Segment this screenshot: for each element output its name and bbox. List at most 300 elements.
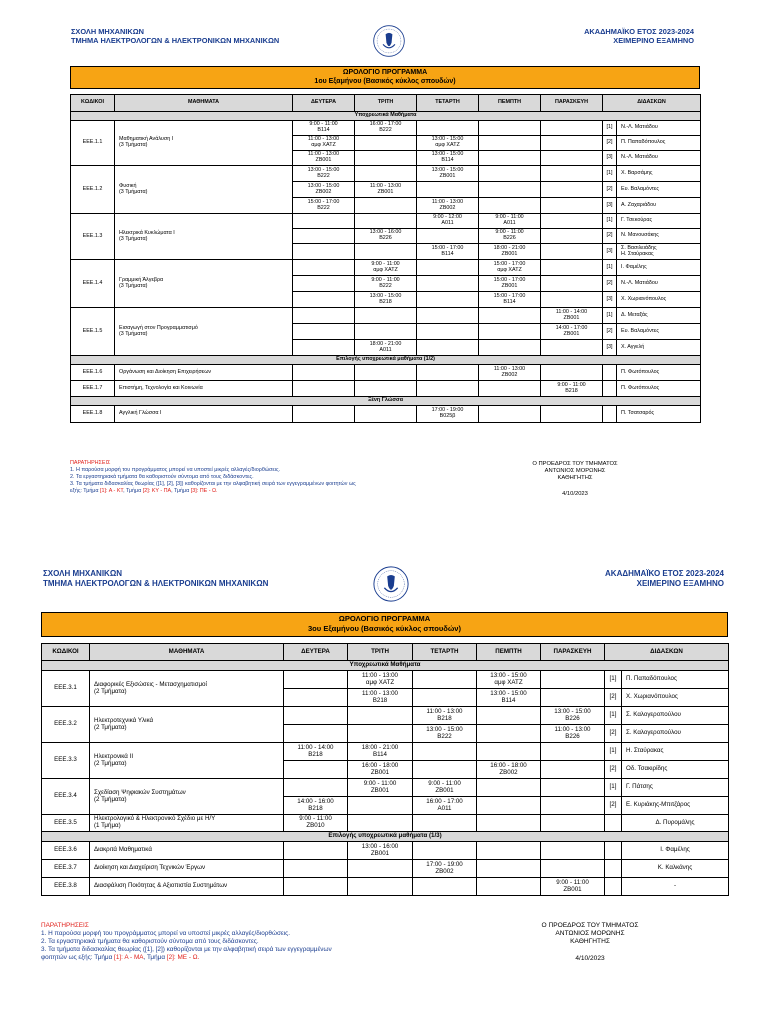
table-cell bbox=[541, 689, 605, 707]
table-cell bbox=[413, 743, 477, 761]
table-cell bbox=[293, 276, 355, 292]
table-cell bbox=[284, 779, 348, 797]
course-code: ΕΕΕ.3.3 bbox=[42, 743, 90, 779]
slot: 9:00 - 11:00 ΖΒ001 bbox=[413, 779, 477, 797]
table-cell bbox=[284, 761, 348, 779]
instructor: Π. Φωτόπουλος bbox=[617, 365, 701, 381]
table-cell bbox=[541, 182, 603, 198]
group-label: [1] bbox=[605, 743, 622, 761]
table-cell bbox=[477, 878, 541, 896]
group-label: [1] bbox=[605, 707, 622, 725]
group-label: [1] bbox=[603, 260, 617, 276]
col-codes: ΚΩΔΙΚΟΙ bbox=[71, 95, 115, 112]
table-cell bbox=[479, 151, 541, 166]
note-3-groups: εξής: Τμήμα [1]: Α - ΚΤ, Τμήμα [2]: ΚΥ - ΠΑ, Τμήμα [3]: ΠΕ - Ω. bbox=[70, 488, 218, 494]
instructor: Χ. Χωριανόπουλος bbox=[622, 689, 729, 707]
table-cell bbox=[541, 797, 605, 815]
table-cell bbox=[541, 815, 605, 832]
group-label: [3] bbox=[603, 340, 617, 356]
instructor: Η. Σταύρακας bbox=[622, 743, 729, 761]
group-label: [1] bbox=[603, 166, 617, 182]
table-cell bbox=[348, 707, 413, 725]
slot: 11:00 - 14:00 Β218 bbox=[284, 743, 348, 761]
table-cell bbox=[293, 381, 355, 397]
schedule-banner bbox=[70, 66, 700, 89]
slot: 15:00 - 17:00 Β222 bbox=[293, 198, 355, 214]
slot: 11:00 - 13:00 ΖΒ001 bbox=[293, 151, 355, 166]
table-cell bbox=[355, 198, 417, 214]
group-label: [2] bbox=[603, 229, 617, 244]
table-cell bbox=[413, 815, 477, 832]
course-name: Διοίκηση και Διαχείριση Τεχνικών Έργων bbox=[90, 860, 284, 878]
course-code: ΕΕΕ.3.6 bbox=[42, 842, 90, 860]
table-cell bbox=[603, 406, 617, 423]
table-row bbox=[71, 260, 701, 276]
table-cell bbox=[417, 276, 479, 292]
slot: 13:00 - 15:00 Β114 bbox=[417, 151, 479, 166]
slot: 15:00 - 17:00 Β114 bbox=[479, 292, 541, 308]
table-row bbox=[42, 878, 729, 896]
table-cell bbox=[413, 671, 477, 689]
table-cell bbox=[355, 214, 417, 229]
date: 4/10/2023 bbox=[562, 491, 588, 497]
group-label: [2] bbox=[605, 725, 622, 743]
instructor: Χ. Βαρσάμης bbox=[617, 166, 701, 182]
table-cell bbox=[284, 707, 348, 725]
table-cell bbox=[477, 707, 541, 725]
slot: 18:00 - 21:00 ΖΒ001 bbox=[479, 244, 541, 260]
table-cell bbox=[348, 878, 413, 896]
table-cell bbox=[479, 136, 541, 151]
table-cell bbox=[348, 725, 413, 743]
slot: 9:00 - 12:00 Α011 bbox=[417, 214, 479, 229]
table-cell bbox=[541, 842, 605, 860]
group-label: [2] bbox=[603, 276, 617, 292]
table-cell bbox=[541, 260, 603, 276]
table-cell bbox=[417, 260, 479, 276]
banner-subtitle: 1ου Εξαμήνου (Βασικός κύκλος σπουδών) bbox=[314, 78, 456, 85]
slot: 13:00 - 15:00 ΖΒ001 bbox=[417, 166, 479, 182]
table-cell bbox=[477, 779, 541, 797]
instructor: Κ. Καλκάνης bbox=[622, 860, 729, 878]
instructor: Ν.-Λ. Ματιάδου bbox=[617, 276, 701, 292]
course-name: Μαθηματική Ανάλυση Ι (3 Τμήματα) bbox=[115, 121, 293, 166]
table-cell bbox=[605, 878, 622, 896]
slot: 9:00 - 11:00 ΖΒ010 bbox=[284, 815, 348, 832]
table-cell bbox=[479, 166, 541, 182]
slot: 13:00 - 15:00 αμφ ΧΑΤΖ bbox=[477, 671, 541, 689]
semester-type: ΧΕΙΜΕΡΙΝΟ ΕΞΑΜΗΝΟ bbox=[613, 36, 694, 45]
course-code: ΕΕΕ.3.1 bbox=[42, 671, 90, 707]
table-cell bbox=[479, 198, 541, 214]
slot: 13:00 - 16:00 Β226 bbox=[355, 229, 417, 244]
course-name: Γραμμική Άλγεβρα (3 Τμήματα) bbox=[115, 260, 293, 308]
group-label: [2] bbox=[603, 182, 617, 198]
course-name: Επιστήμη, Τεχνολογία και Κοινωνία bbox=[115, 381, 293, 397]
course-name: Φυσική (3 Τμήματα) bbox=[115, 166, 293, 214]
note-3: 3. Τα τμήματα διδασκαλίας θεωρίας ([1], [2]) καθορίζονται με την αλφαβητική σειρά των εγγεγραμμένων bbox=[41, 946, 332, 953]
table-cell bbox=[541, 276, 603, 292]
department-name: ΤΜΗΜΑ ΗΛΕΚΤΡΟΛΟΓΩΝ & ΗΛΕΚΤΡΟΝΙΚΩΝ ΜΗΧΑΝΙΚΩΝ bbox=[71, 36, 280, 45]
table-cell bbox=[355, 381, 417, 397]
table-cell bbox=[284, 860, 348, 878]
department-name: ΤΜΗΜΑ ΗΛΕΚΤΡΟΛΟΓΩΝ & ΗΛΕΚΤΡΟΝΙΚΩΝ ΜΗΧΑΝΙΚΩΝ bbox=[43, 579, 269, 588]
instructor: Δ. Μεταξάς bbox=[617, 308, 701, 324]
course-name: Ηλεκτρολογικό & Ηλεκτρονικό Σχέδιο με Η/Υ (1 Τμήμα) bbox=[90, 815, 284, 832]
group-label: [1] bbox=[603, 214, 617, 229]
slot: 11:00 - 13:00 ΖΒ001 bbox=[355, 182, 417, 198]
table-cell bbox=[293, 324, 355, 340]
table-cell bbox=[605, 860, 622, 878]
slot: 11:00 - 13:00 ΖΒ002 bbox=[479, 365, 541, 381]
table-cell bbox=[541, 406, 603, 423]
note-3: 3. Τα τμήματα διδασκαλίας θεωρίας ([1], [2], [3]) καθορίζονται με την αλφαβητική σειρά των εγγεγραμμένων φοιτητών ως bbox=[70, 481, 356, 487]
col-wednesday: ΤΕΤΑΡΤΗ bbox=[417, 95, 479, 112]
col-instructors: ΔΙΔΑΣΚΩΝ bbox=[603, 95, 701, 112]
signature-block: Ο ΠΡΟΕΔΡΟΣ ΤΟΥ ΤΜΗΜΑΤΟΣ ΑΝΤΩΝΙΟΣ ΜΟΡΩΝΗΣ ΚΑΘΗΓΗΤΗΣ 4/10/2023 bbox=[515, 922, 665, 963]
table-cell bbox=[417, 365, 479, 381]
col-tuesday: ΤΡΙΤΗ bbox=[355, 95, 417, 112]
table-cell bbox=[293, 340, 355, 356]
col-monday: ΔΕΥΤΕΡΑ bbox=[293, 95, 355, 112]
banner-title: ΩΡΟΛΟΓΙΟ ΠΡΟΓΡΑΜΜΑ bbox=[342, 69, 428, 76]
table-cell bbox=[413, 761, 477, 779]
instructor: Ν. Μανουσάκης bbox=[617, 229, 701, 244]
col-courses: ΜΑΘΗΜΑΤΑ bbox=[90, 644, 284, 661]
instructor: Π. Παπαδόπουλος bbox=[617, 136, 701, 151]
course-name: Ηλεκτρονικά ΙΙ (2 Τμήματα) bbox=[90, 743, 284, 779]
table-cell bbox=[479, 308, 541, 324]
course-code: ΕΕΕ.1.5 bbox=[71, 308, 115, 356]
table-cell bbox=[479, 406, 541, 423]
table-cell bbox=[355, 406, 417, 423]
table-cell bbox=[284, 671, 348, 689]
slot: 13:00 - 15:00 Β222 bbox=[413, 725, 477, 743]
table-cell bbox=[541, 743, 605, 761]
col-friday: ΠΑΡΑΣΚΕΥΗ bbox=[541, 95, 603, 112]
group-label: [3] bbox=[603, 244, 617, 260]
col-monday: ΔΕΥΤΕΡΑ bbox=[284, 644, 348, 661]
col-tuesday: ΤΡΙΤΗ bbox=[348, 644, 413, 661]
slot: 15:00 - 17:00 ΖΒ001 bbox=[479, 276, 541, 292]
group-label: [1] bbox=[605, 671, 622, 689]
slot: 14:00 - 17:00 ΖΒ001 bbox=[541, 324, 603, 340]
slot: 13:00 - 16:00 ΖΒ001 bbox=[348, 842, 413, 860]
group-label: [2] bbox=[603, 136, 617, 151]
table-cell bbox=[603, 365, 617, 381]
group-label: [2] bbox=[605, 797, 622, 815]
section-language: Ξένη Γλώσσα bbox=[71, 397, 701, 406]
slot: 13:00 - 15:00 αμφ ΧΑΤΖ bbox=[417, 136, 479, 151]
course-code: ΕΕΕ.3.8 bbox=[42, 878, 90, 896]
header-right bbox=[605, 569, 724, 589]
instructor: Π. Παπαδόπουλος bbox=[622, 671, 729, 689]
col-friday: ΠΑΡΑΣΚΕΥΗ bbox=[541, 644, 605, 661]
table-cell bbox=[541, 779, 605, 797]
table-cell bbox=[355, 166, 417, 182]
course-code: ΕΕΕ.1.2 bbox=[71, 166, 115, 214]
table-row bbox=[71, 166, 701, 182]
group-label: [3] bbox=[603, 292, 617, 308]
slot: 11:00 - 13:00 Β218 bbox=[413, 707, 477, 725]
notes-title: ΠΑΡΑΤΗΡΗΣΕΙΣ bbox=[41, 922, 89, 929]
instructor: Ν.-Λ. Ματιάδου bbox=[617, 121, 701, 136]
instructor: Σ. Βασιλειάδης Η. Σταύρακας bbox=[617, 244, 701, 260]
table-cell bbox=[541, 151, 603, 166]
schedule-table-1 bbox=[70, 94, 701, 423]
table-cell bbox=[479, 121, 541, 136]
table-cell bbox=[541, 198, 603, 214]
table-cell bbox=[541, 340, 603, 356]
table-cell bbox=[293, 365, 355, 381]
table-cell bbox=[413, 878, 477, 896]
group-label: [3] bbox=[603, 198, 617, 214]
table-row bbox=[42, 707, 729, 725]
slot: 9:00 - 11:00 Β226 bbox=[479, 229, 541, 244]
table-cell bbox=[355, 324, 417, 340]
table-row bbox=[42, 743, 729, 761]
banner-subtitle: 3ου Εξαμήνου (Βασικός κύκλος σπουδών) bbox=[307, 624, 462, 633]
table-cell bbox=[477, 815, 541, 832]
course-code: ΕΕΕ.3.5 bbox=[42, 815, 90, 832]
signature-block: Ο ΠΡΟΕΔΡΟΣ ΤΟΥ ΤΜΗΜΑΤΟΣ ΑΝΤΩΝΙΟΣ ΜΟΡΩΝΗΣ ΚΑΘΗΓΗΤΗΣ 4/10/2023 bbox=[500, 461, 650, 498]
table-row bbox=[71, 214, 701, 229]
table-cell bbox=[284, 842, 348, 860]
slot: 13:00 - 15:00 Β218 bbox=[355, 292, 417, 308]
course-code: ΕΕΕ.1.6 bbox=[71, 365, 115, 381]
table-row bbox=[71, 121, 701, 136]
section-mandatory: Υποχρεωτικά Μαθήματα bbox=[71, 112, 701, 121]
instructor: Ι. Φαμέλης bbox=[617, 260, 701, 276]
slot: 11:00 - 13:00 Β218 bbox=[348, 689, 413, 707]
table-cell bbox=[541, 136, 603, 151]
table-cell bbox=[541, 229, 603, 244]
table-cell bbox=[477, 725, 541, 743]
table-cell bbox=[479, 340, 541, 356]
slot: 16:00 - 17:00 Α011 bbox=[413, 797, 477, 815]
date: 4/10/2023 bbox=[575, 955, 605, 962]
course-name: Διασφάλιση Ποιότητας & Αξιοπιστία Συστημάτων bbox=[90, 878, 284, 896]
table-cell bbox=[541, 121, 603, 136]
col-codes: ΚΩΔΙΚΟΙ bbox=[42, 644, 90, 661]
university-logo-icon bbox=[372, 565, 410, 603]
table-cell bbox=[477, 797, 541, 815]
instructor: Γ. Τσεκούρας bbox=[617, 214, 701, 229]
note-2: 2. Τα εργαστηριακά τμήματα θα καθοριστούν σύντομα από τους διδάσκοντες. bbox=[70, 474, 254, 480]
table-row bbox=[42, 779, 729, 797]
slot: 9:00 - 11:00 ΖΒ001 bbox=[541, 878, 605, 896]
course-name: Ηλεκτροτεχνικά Υλικά (2 Τμήματα) bbox=[90, 707, 284, 743]
schedule-table-2 bbox=[41, 643, 729, 896]
course-code: ΕΕΕ.1.8 bbox=[71, 406, 115, 423]
note-2: 2. Τα εργαστηριακά τμήματα θα καθοριστούν σύντομα από τους διδάσκοντες. bbox=[41, 938, 259, 945]
instructor: Οδ. Τσακιρίδης bbox=[622, 761, 729, 779]
instructor: Χ. Χωριανόπουλος bbox=[617, 292, 701, 308]
slot: 11:00 - 13:00 αμφ ΧΑΤΖ bbox=[293, 136, 355, 151]
note-1: 1. Η παρούσα μορφή του προγράμματος μπορεί να υποστεί μικρές αλλαγές/διορθώσεις. bbox=[41, 930, 291, 937]
instructor: Ν.-Λ. Ματιάδου bbox=[617, 151, 701, 166]
note-3-groups: φοιτητών ως εξής: Τμήμα [1]: Α - ΜΑ, Τμήμα [2]: ΜΕ - Ω. bbox=[41, 954, 200, 961]
table-cell bbox=[417, 324, 479, 340]
table-cell bbox=[417, 292, 479, 308]
course-name: Σχεδίαση Ψηφιακών Συστημάτων (2 Τμήματα) bbox=[90, 779, 284, 815]
instructor: - bbox=[622, 878, 729, 896]
course-name: Διαφορικές Εξισώσεις - Μετασχηματισμοί (2 Τμήματα) bbox=[90, 671, 284, 707]
slot: 14:00 - 16:00 Β218 bbox=[284, 797, 348, 815]
slot: 11:00 - 13:00 ΖΒ002 bbox=[417, 198, 479, 214]
instructor: Χ. Αγγελή bbox=[617, 340, 701, 356]
table-cell bbox=[355, 308, 417, 324]
table-cell bbox=[541, 860, 605, 878]
schedule-banner bbox=[41, 612, 728, 637]
slot: 17:00 - 19:00 Β025β bbox=[417, 406, 479, 423]
slot: 11:00 - 13:00 αμφ ΧΑΤΖ bbox=[348, 671, 413, 689]
table-cell bbox=[413, 689, 477, 707]
slot: 9:00 - 11:00 Β218 bbox=[541, 381, 603, 397]
table-cell bbox=[293, 406, 355, 423]
table-cell bbox=[293, 292, 355, 308]
table-cell bbox=[541, 292, 603, 308]
table-cell bbox=[355, 244, 417, 260]
course-name: Οργάνωση και Διοίκηση Επιχειρήσεων bbox=[115, 365, 293, 381]
course-name: Ηλεκτρικά Κυκλώματα Ι (3 Τμήματα) bbox=[115, 214, 293, 260]
course-code: ΕΕΕ.1.1 bbox=[71, 121, 115, 166]
table-row bbox=[71, 381, 701, 397]
slot: 16:00 - 18:00 ΖΒ001 bbox=[348, 761, 413, 779]
table-cell bbox=[355, 365, 417, 381]
table-cell bbox=[355, 136, 417, 151]
table-cell bbox=[479, 381, 541, 397]
header-left bbox=[43, 569, 268, 589]
instructor: Ι. Φαμέλης bbox=[622, 842, 729, 860]
col-wednesday: ΤΕΤΑΡΤΗ bbox=[413, 644, 477, 661]
group-label: [1] bbox=[603, 121, 617, 136]
course-code: ΕΕΕ.3.2 bbox=[42, 707, 90, 743]
table-cell bbox=[477, 860, 541, 878]
table-header-row bbox=[71, 95, 701, 112]
table-cell bbox=[541, 214, 603, 229]
instructor: Σ. Καλογεροπούλου bbox=[622, 725, 729, 743]
table-cell bbox=[413, 842, 477, 860]
table-cell bbox=[417, 121, 479, 136]
instructor: Γ. Πάτσης bbox=[622, 779, 729, 797]
course-name: Εισαγωγή στον Προγραμματισμό (3 Τμήματα) bbox=[115, 308, 293, 356]
school-name: ΣΧΟΛΗ ΜΗΧΑΝΙΚΩΝ bbox=[71, 27, 144, 36]
col-instructors: ΔΙΔΑΣΚΩΝ bbox=[605, 644, 729, 661]
table-cell bbox=[417, 308, 479, 324]
instructor: Ευ. Βαλαμόντες bbox=[617, 324, 701, 340]
table-cell bbox=[355, 151, 417, 166]
instructor: Π. Φωτόπουλος bbox=[617, 381, 701, 397]
table-row bbox=[42, 671, 729, 689]
school-name: ΣΧΟΛΗ ΜΗΧΑΝΙΚΩΝ bbox=[43, 569, 123, 578]
slot: 9:00 - 11:00 Β114 bbox=[293, 121, 355, 136]
table-cell bbox=[605, 842, 622, 860]
table-cell bbox=[541, 365, 603, 381]
table-cell bbox=[605, 815, 622, 832]
col-thursday: ΠΕΜΠΤΗ bbox=[479, 95, 541, 112]
slot: 9:00 - 11:00 Β222 bbox=[355, 276, 417, 292]
instructor: Σ. Καλογεροπούλου bbox=[622, 707, 729, 725]
group-label: [1] bbox=[605, 779, 622, 797]
table-header-row bbox=[42, 644, 729, 661]
table-cell bbox=[417, 229, 479, 244]
table-row bbox=[42, 842, 729, 860]
group-label: [2] bbox=[605, 689, 622, 707]
table-cell bbox=[479, 324, 541, 340]
table-cell bbox=[348, 797, 413, 815]
slot: 18:00 - 21:00 Α011 bbox=[355, 340, 417, 356]
banner-title: ΩΡΟΛΟΓΙΟ ΠΡΟΓΡΑΜΜΑ bbox=[338, 614, 431, 623]
slot: 15:00 - 17:00 αμφ ΧΑΤΖ bbox=[479, 260, 541, 276]
group-label: [3] bbox=[603, 151, 617, 166]
section-elective: Επιλογής υποχρεωτικά μαθήματα (1/3) bbox=[42, 832, 729, 842]
instructor: Δ. Πυρομάλης bbox=[622, 815, 729, 832]
university-logo-icon bbox=[372, 24, 406, 58]
table-cell bbox=[293, 308, 355, 324]
header-left bbox=[71, 27, 279, 45]
table-cell bbox=[541, 671, 605, 689]
slot: 18:00 - 21:00 Β114 bbox=[348, 743, 413, 761]
course-name: Διακριτά Μαθηματικά bbox=[90, 842, 284, 860]
table-cell bbox=[417, 340, 479, 356]
instructor: Ευ. Βαλαμόντες bbox=[617, 182, 701, 198]
table-cell bbox=[348, 815, 413, 832]
table-row bbox=[42, 860, 729, 878]
table-cell bbox=[293, 214, 355, 229]
course-name: Αγγλική Γλώσσα Ι bbox=[115, 406, 293, 423]
slot: 11:00 - 13:00 Β226 bbox=[541, 725, 605, 743]
table-cell bbox=[541, 244, 603, 260]
course-code: ΕΕΕ.1.4 bbox=[71, 260, 115, 308]
group-label: [2] bbox=[605, 761, 622, 779]
table-cell bbox=[479, 182, 541, 198]
group-label: [2] bbox=[603, 324, 617, 340]
course-code: ΕΕΕ.1.7 bbox=[71, 381, 115, 397]
slot: 9:00 - 11:00 αμφ ΧΑΤΖ bbox=[355, 260, 417, 276]
section-mandatory: Υποχρεωτικά Μαθήματα bbox=[42, 661, 729, 671]
table-cell bbox=[293, 260, 355, 276]
slot: 15:00 - 17:00 Β114 bbox=[417, 244, 479, 260]
slot: 13:00 - 15:00 ΖΒ002 bbox=[293, 182, 355, 198]
table-row bbox=[71, 308, 701, 324]
semester-type: ΧΕΙΜΕΡΙΝΟ ΕΞΑΜΗΝΟ bbox=[636, 579, 724, 588]
course-code: ΕΕΕ.1.3 bbox=[71, 214, 115, 260]
instructor: Π. Τσατσαρός bbox=[617, 406, 701, 423]
table-cell bbox=[284, 878, 348, 896]
table-row bbox=[42, 815, 729, 832]
notes-title: ΠΑΡΑΤΗΡΗΣΕΙΣ bbox=[70, 460, 111, 466]
table-cell bbox=[284, 689, 348, 707]
notes-block bbox=[41, 922, 501, 962]
slot: 13:00 - 15:00 Β226 bbox=[541, 707, 605, 725]
slot: 13:00 - 15:00 Β114 bbox=[477, 689, 541, 707]
table-cell bbox=[284, 725, 348, 743]
table-cell bbox=[541, 166, 603, 182]
academic-year: ΑΚΑΔΗΜΑΪΚΟ ΕΤΟΣ 2023-2024 bbox=[605, 569, 724, 578]
slot: 9:00 - 11:00 Α011 bbox=[479, 214, 541, 229]
course-code: ΕΕΕ.3.7 bbox=[42, 860, 90, 878]
group-label: [1] bbox=[603, 308, 617, 324]
col-courses: ΜΑΘΗΜΑΤΑ bbox=[115, 95, 293, 112]
table-cell bbox=[541, 761, 605, 779]
table-row bbox=[71, 406, 701, 423]
slot: 13:00 - 15:00 Β222 bbox=[293, 166, 355, 182]
table-row bbox=[71, 365, 701, 381]
table-cell bbox=[603, 381, 617, 397]
slot: 9:00 - 11:00 ΖΒ001 bbox=[348, 779, 413, 797]
table-cell bbox=[417, 182, 479, 198]
